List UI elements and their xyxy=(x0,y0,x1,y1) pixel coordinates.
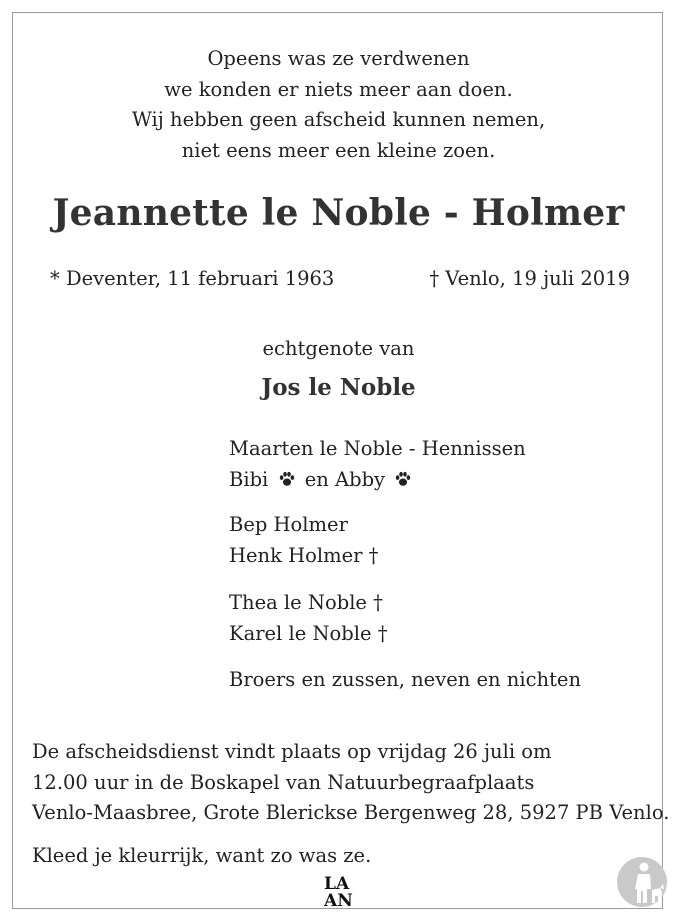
service-line: De afscheidsdienst vindt plaats op vrijdag 26 juli om xyxy=(32,740,552,763)
person-with-dog-icon xyxy=(616,856,668,908)
service-line: 12.00 uur in de Boskapel van Natuurbegraafplaats xyxy=(32,770,535,794)
pet-name: Bibi xyxy=(229,467,269,491)
publisher-logo xyxy=(322,876,356,912)
logo-text-bottom: AN xyxy=(324,891,353,911)
poem-line: Wij hebben geen afscheid kunnen nemen, xyxy=(131,108,546,131)
family-member: Henk Holmer † xyxy=(229,543,379,567)
paw-icon xyxy=(278,470,296,488)
family-member: Maarten le Noble - Hennissen xyxy=(229,437,526,460)
family-group-3 xyxy=(229,588,387,649)
paw-icon xyxy=(394,470,412,488)
service-line: Venlo-Maasbree, Grote Blerickse Bergenweg 28, 5927 PB Venlo. xyxy=(32,801,670,824)
family-member: Karel le Noble † xyxy=(229,621,388,645)
logo-text-top: LA xyxy=(324,874,350,894)
pet-name: en Abby xyxy=(304,467,386,491)
family-member: Bep Holmer xyxy=(229,513,348,536)
service-info xyxy=(32,737,669,829)
family-group-1 xyxy=(229,434,526,495)
family-member: Broers en zussen, neven en nichten xyxy=(229,668,582,691)
poem-line: Opeens was ze verdwenen xyxy=(207,47,470,70)
family-member: Thea le Noble † xyxy=(229,591,383,614)
poem xyxy=(0,44,677,166)
family-group-2 xyxy=(229,510,378,571)
birth-info: * Deventer, 11 februari 1963 xyxy=(50,267,335,290)
deceased-name: Jeannette le Noble - Holmer xyxy=(52,192,625,234)
family-group-4 xyxy=(229,665,581,696)
spouse-intro: echtgenote van xyxy=(262,337,415,360)
poem-line: we konden er niets meer aan doen. xyxy=(164,77,513,101)
pets-line xyxy=(229,465,526,496)
death-info: † Venlo, 19 juli 2019 xyxy=(429,267,630,290)
poem-line: niet eens meer een kleine zoen. xyxy=(181,138,496,162)
closing-line: Kleed je kleurrijk, want zo was ze. xyxy=(32,844,372,867)
spouse-name: Jos le Noble xyxy=(261,374,416,401)
